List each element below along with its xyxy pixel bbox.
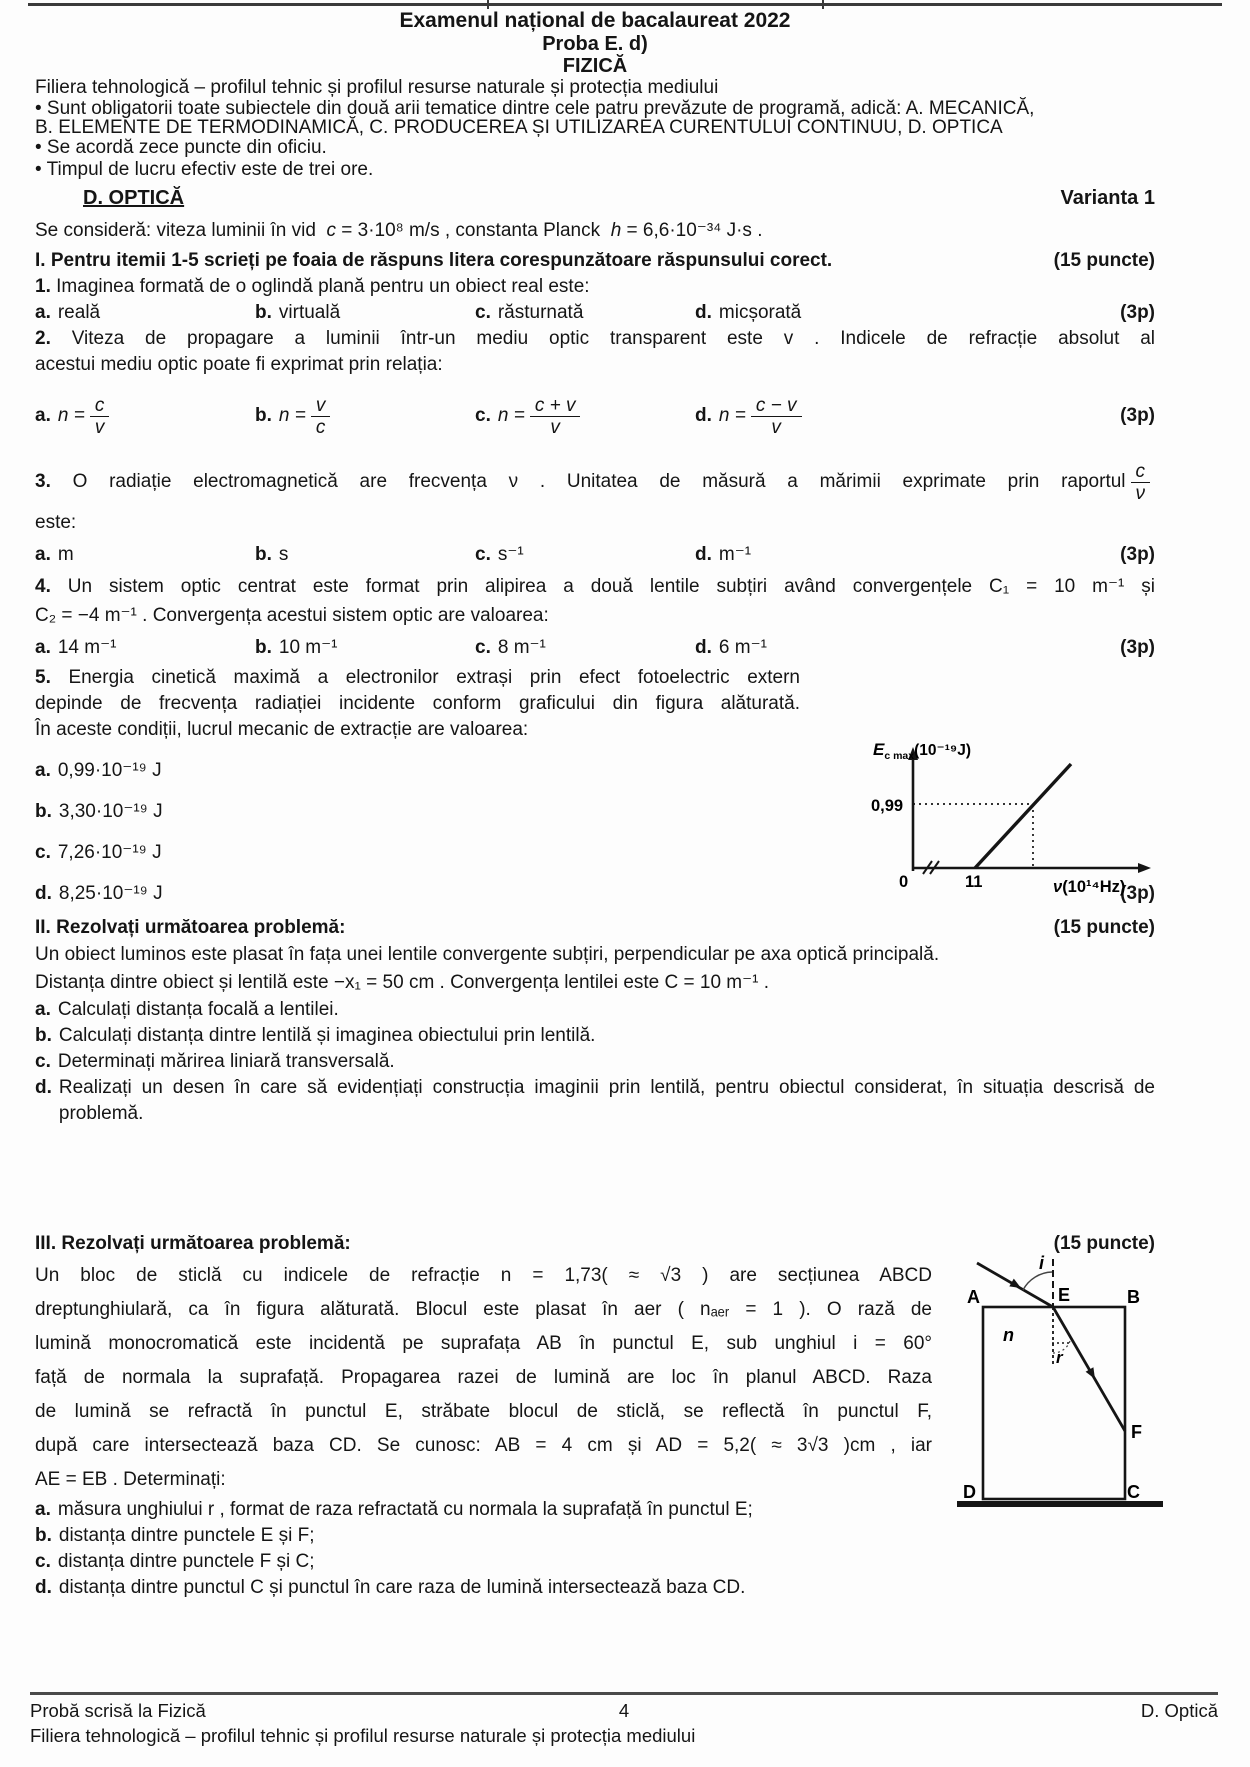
speed-of-light-value: = 3·10⁸ m/s , (341, 220, 451, 241)
question-2-text-line2: acestui mediu optic poate fi exprimat prin relația: (35, 354, 443, 375)
exam-title: Examenul național de bacalaureat 2022 (399, 9, 791, 32)
section-2-item-c: c. Determinați mărirea liniară transversală. (35, 1051, 395, 1072)
section-3-line7: AE = EB . Determinați: (35, 1469, 226, 1490)
section-3-points: (15 puncte) (1053, 1233, 1155, 1254)
label-angle-r: r (1056, 1348, 1063, 1367)
question-3-statement: O radiație electromagnetică are frecvența ν . Unitatea de măsură a mărimii exprimate prin raportul (72, 471, 1126, 492)
q3-option-a: m (57, 544, 74, 565)
section-3-line5: de lumină se refractă în punctul E, străbate blocul de sticlă, se reflectă în punctul F, (35, 1401, 932, 1422)
q2-points: (3p) (1120, 405, 1155, 426)
label-corner-C: C (1127, 1482, 1140, 1502)
planck-var: h (610, 220, 622, 241)
top-border-line (28, 3, 1222, 6)
label-corner-D: D (963, 1482, 976, 1502)
q1-points: (3p) (1120, 302, 1155, 323)
section-2-item-d: d. Realizați un desen în care să evidențiați construcția imaginii prin lentilă, pentru obiectul considerat, în situația descrisă de problemă. (35, 1077, 1155, 1124)
section-2-item-b: b. Calculați distanța dintre lentilă și imaginea obiectului prin lentilă. (35, 1025, 596, 1046)
section-3-heading: Rezolvați următoarea problemă: (61, 1233, 351, 1254)
label-corner-B: B (1127, 1287, 1140, 1307)
page-footer (30, 1692, 1218, 1748)
section-3-number: III. (35, 1233, 57, 1254)
question-1-text (35, 274, 1155, 300)
question-4-options: a. 14 m⁻¹ b. 10 m⁻¹ c. 8 m⁻¹ d. 6 m⁻¹ (3p) (35, 635, 1155, 661)
section-3-line4: față de normala la suprafață. Propagarea razei de lumină are loc în planul ABCD. Raza (35, 1367, 932, 1388)
bullet-obligatorii (35, 99, 1155, 137)
graph-y-label: $E_{c max}(10^{-19}J)$ (873, 740, 972, 762)
question-4-statement-1: Un sistem optic centrat este format prin alipirea a două lentile subțiri având convergențele C₁ = 10 m⁻¹ și (67, 576, 1155, 597)
label-point-E: E (1058, 1285, 1071, 1305)
exam-subject: FIZICĂ (562, 55, 628, 77)
q5-option-b: 3,30·10⁻¹⁹ J (58, 801, 163, 822)
footer-page-number: 4 (618, 1700, 630, 1721)
constants-text-1: Se consideră: viteza luminii în vid (35, 220, 316, 241)
glass-block-figure (955, 1255, 1167, 1525)
q3-option-b: s (278, 544, 289, 565)
question-5-block (35, 665, 1155, 907)
bullet-timp-lucru: • Timpul de lucru efectiv este de trei ore. (35, 159, 374, 180)
footer-right: D. Optică (1140, 1700, 1218, 1721)
section-3-line2: dreptunghiulară, ca în figura alăturată. Blocul este plasat în aer ( nₐₑᵣ = 1 ). O rază de (35, 1299, 932, 1320)
question-5-number: 5. (35, 667, 51, 688)
q4-option-c: 8 m⁻¹ (497, 637, 546, 658)
bullet-puncte-oficiu: • Se acordă zece puncte din oficiu. (35, 137, 327, 158)
section-2-number: II. (35, 917, 51, 938)
section-3-line6: după care intersectează baza CD. Se cunosc: AB = 4 cm și AD = 5,2( ≈ 3√3 )cm , iar (35, 1435, 932, 1456)
filiera-line: Filiera tehnologică – profilul tehnic și profilul resurse naturale și protecția mediului (35, 77, 719, 98)
question-3-text-line2: este: (35, 512, 77, 533)
section-1-heading-row (35, 248, 1155, 274)
label-corner-A: A (967, 1287, 980, 1307)
q5-points: (3p) (1120, 883, 1155, 904)
q5-option-row-c: c. 7,26·10⁻¹⁹ J (35, 840, 800, 866)
section-1-heading: Pentru itemii 1-5 scrieți pe foaia de răspuns litera corespunzătoare răspunsului corect. (50, 250, 833, 271)
graph-data-line (975, 764, 1071, 868)
graph-x-tick-label: 11 (965, 873, 983, 891)
q3-option-c: s⁻¹ (497, 544, 524, 565)
constants-text-2: constanta Planck (455, 220, 601, 241)
q4-option-a: 14 m⁻¹ (57, 637, 117, 658)
section-3-item-a: a. măsura unghiului r , format de raza refractată cu normala la suprafață în punctul E; (35, 1499, 753, 1520)
section-3-item-d: d. distanța dintre punctul C și punctul în care raza de lumină intersectează baza CD. (35, 1577, 746, 1598)
q5-option-c: 7,26·10⁻¹⁹ J (57, 842, 162, 863)
section-2-body-line1: Un obiect luminos este plasat în fața unei lentile convergente subțiri, perpendicular pe axa optică principală. (35, 944, 940, 965)
question-1-statement: Imaginea formată de o oglindă plană pentru un obiect real este: (56, 276, 590, 297)
question-1-number: 1. (35, 276, 51, 297)
q5-option-a: 0,99·10⁻¹⁹ J (57, 760, 162, 781)
question-5-text-line3: În aceste condiții, lucrul mecanic de extracție are valoarea: (35, 719, 529, 740)
question-2-text-line1 (35, 326, 1155, 352)
question-2-number: 2. (35, 328, 51, 349)
q5-option-row-a: a. 0,99·10⁻¹⁹ J (35, 758, 800, 784)
photoelectric-graph (857, 731, 1169, 913)
section-3-body (35, 1255, 1155, 1601)
question-5-statement-1: Energia cinetică maximă a electronilor extrași prin efect fotoelectric extern (68, 667, 800, 688)
section-2-body-line2: Distanța dintre obiect și lentilă este −x₁ = 50 cm . Convergența lentilei este C = 10 m⁻¹ . (35, 972, 770, 993)
q1-option-b: virtuală (278, 302, 341, 323)
question-1-options: a. reală b. virtuală c. răsturnată d. micșorată (3p) (35, 300, 1155, 326)
section-1-number: I. (35, 250, 46, 271)
section-3-item-b: b. distanța dintre punctele E și F; (35, 1525, 315, 1546)
graph-y-value: 0,99 (871, 797, 904, 815)
question-3-text-line1: 3. O radiație electromagnetică are frecvența ν . Unitatea de măsură a mărimii exprimate prin raportul $\frac{c}{\nu}$ (35, 454, 1155, 510)
section-3-heading-row (35, 1231, 1155, 1257)
section-2-points: (15 puncte) (1053, 917, 1155, 938)
q1-option-a: reală (57, 302, 101, 323)
question-4-text-line1 (35, 572, 1155, 601)
section-d-optica-title: D. OPTICĂ (83, 187, 185, 209)
section-3-line3: lumină monocromatică este incidentă pe suprafața AB în punctul E, sub unghiul i = 60° (35, 1333, 932, 1354)
q4-option-b: 10 m⁻¹ (278, 637, 338, 658)
label-point-F: F (1131, 1422, 1142, 1442)
q5-option-row-b: b. 3,30·10⁻¹⁹ J (35, 799, 800, 825)
q1-option-c: răsturnată (497, 302, 584, 323)
graph-x-arrowhead (1138, 863, 1151, 873)
constants-line (35, 216, 1155, 246)
question-3-options: a. m b. s c. s⁻¹ d. m⁻¹ (3p) (35, 542, 1155, 568)
question-4-text-line2: C₂ = −4 m⁻¹ . Convergența acestui sistem optic are valoarea: (35, 605, 549, 626)
question-5-text-line1 (35, 665, 800, 691)
graph-x-origin: 0 (899, 873, 909, 891)
label-angle-i: i (1039, 1255, 1045, 1273)
section-2-heading-row (35, 915, 1155, 941)
q5-option-d: 8,25·10⁻¹⁹ J (58, 883, 163, 904)
section-2-heading: Rezolvați următoarea problemă: (56, 917, 346, 938)
bullet-obligatorii-line2: B. ELEMENTE DE TERMODINAMICĂ, C. PRODUCEREA ȘI UTILIZAREA CURENTULUI CONTINUU, D. OPTICA (35, 117, 1003, 138)
q3-points: (3p) (1120, 544, 1155, 565)
section-3-item-c: c. distanța dintre punctele F și C; (35, 1551, 315, 1572)
angle-i-arc (1023, 1272, 1052, 1290)
footer-left: Probă scrisă la Fizică (30, 1700, 206, 1721)
q5-option-row-d: d. 8,25·10⁻¹⁹ J (35, 881, 800, 907)
footer-filiera: Filiera tehnologică – profilul tehnic și profilul resurse naturale și protecția mediului (30, 1725, 696, 1746)
planck-value: = 6,6·10⁻³⁴ J·s . (626, 220, 763, 241)
q3-option-d: m⁻¹ (718, 544, 752, 565)
section-2-item-a: a. Calculați distanța focală a lentilei. (35, 999, 339, 1020)
section-1-points: (15 puncte) (1053, 250, 1155, 271)
bullet-obligatorii-line1: • Sunt obligatorii toate subiectele din două arii tematice dintre cele patru prevăzute de programă, adică: A. MECANICĂ, (35, 98, 1035, 119)
q4-option-d: 6 m⁻¹ (718, 637, 767, 658)
section-3-line1: Un bloc de sticlă cu indicele de refracție n = 1,73( ≈ √3 ) are secțiunea ABCD (35, 1265, 932, 1286)
question-2-options: a. n = $\frac{c}{v}$ b. n = $\frac{v}{c}$ c. n = $\frac{c + v}{v}$ d. n = $\frac{c - v}{v}$ (3p) (35, 394, 1155, 438)
q4-points: (3p) (1120, 637, 1155, 658)
label-refractive-index: n (1003, 1325, 1014, 1345)
question-5-text-line2: depinde de frecvența radiației incidente conform graficului din figura alăturată. (35, 693, 800, 714)
q1-option-d: micșorată (718, 302, 802, 323)
graph-x-axis-label: ν(10¹⁴Hz) (1053, 878, 1126, 896)
variant-label: Varianta 1 (1060, 187, 1155, 209)
question-4-number: 4. (35, 576, 51, 597)
question-2-statement-1: Viteza de propagare a luminii într-un mediu optic transparent este v . Indicele de refracție absolut al (71, 328, 1155, 349)
refracted-ray (1053, 1307, 1125, 1431)
exam-proba: Proba E. d) (542, 33, 648, 55)
speed-of-light-var: c (326, 220, 336, 241)
question-3-number: 3. (35, 471, 51, 492)
